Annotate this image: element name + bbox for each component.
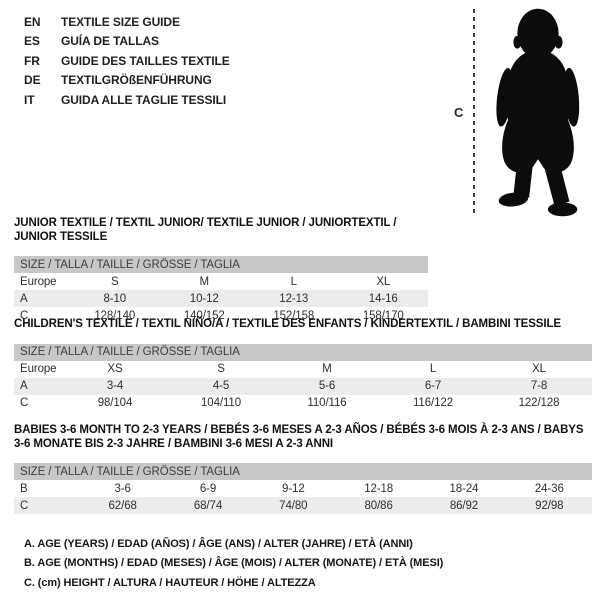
language-row	[24, 13, 230, 32]
cell-value: 122/128	[518, 397, 560, 409]
cell-value: 62/68	[80, 497, 165, 514]
cell-value: 18-24	[449, 482, 479, 495]
cell-value: 10-12	[160, 290, 250, 307]
cell-value: 24-36	[534, 482, 564, 495]
language-code: IT	[24, 92, 35, 107]
cell-value: 86/92	[421, 497, 506, 514]
language-row	[24, 32, 230, 51]
cell-value: 6-9	[199, 482, 217, 495]
size-section-1	[14, 318, 592, 412]
height-figure	[448, 5, 600, 221]
cell-value: 14-16	[339, 290, 429, 307]
language-row	[24, 91, 230, 110]
row-label: B	[20, 482, 28, 495]
cell-value: M	[322, 363, 332, 375]
section-title: CHILDREN'S TEXTILE / TEXTIL NIÑO/A / TEXTILE DES ENFANTS / KINDERTEXTIL / BAMBINI TESSILE	[14, 318, 561, 330]
table-row	[14, 378, 592, 395]
cell-value: 12-13	[249, 290, 339, 307]
row-label: A	[14, 290, 70, 307]
cell-value: 74/80	[251, 497, 336, 514]
footnote-line: C. (cm) HEIGHT / ALTURA / HAUTEUR / HÖHE / ALTEZZA	[24, 576, 316, 589]
cell-value: 3-4	[62, 378, 168, 395]
cell-value: 9-12	[282, 482, 305, 495]
table-row	[14, 395, 592, 412]
size-table	[14, 256, 428, 324]
cell-value: 110/116	[307, 397, 347, 409]
cell-value: 5-6	[274, 378, 380, 395]
row-label: C	[20, 309, 29, 322]
row-label: C	[20, 397, 29, 409]
cell-value: 128/140	[94, 309, 136, 322]
cell-value: 12-18	[364, 482, 394, 495]
language-title: GUIDA ALLE TAGLIE TESSILI	[61, 92, 227, 107]
table-header-bar: SIZE / TALLA / TAILLE / GRÖSSE / TAGLIA	[14, 344, 592, 361]
cell-value: 6-7	[380, 378, 486, 395]
language-code: EN	[24, 15, 41, 29]
language-code: ES	[24, 34, 40, 49]
cell-value: 4-5	[168, 378, 274, 395]
cell-value: S	[110, 275, 119, 288]
footnote-line: A. AGE (YEARS) / EDAD (AÑOS) / ÂGE (ANS) / ALTER (JAHRE) / ETÀ (ANNI)	[24, 538, 413, 550]
height-measure-label: C	[454, 105, 464, 120]
language-code: DE	[24, 73, 41, 88]
cell-value: 116/122	[412, 397, 454, 409]
cell-value: 104/110	[200, 397, 242, 409]
cell-value: 140/152	[183, 309, 225, 322]
cell-value: L	[290, 275, 297, 288]
table-header-bar: SIZE / TALLA / TAILLE / GRÖSSE / TAGLIA	[14, 463, 592, 480]
language-title: TEXTILE SIZE GUIDE	[61, 15, 180, 29]
cell-value: S	[217, 363, 225, 375]
table-header-bar: SIZE / TALLA / TAILLE / GRÖSSE / TAGLIA	[14, 256, 428, 273]
size-table	[14, 463, 592, 514]
section-title: JUNIOR TEXTILE / TEXTIL JUNIOR/ TEXTILE JUNIOR / JUNIORTEXTIL / JUNIOR TESSILE	[14, 217, 397, 243]
section-title: BABIES 3-6 MONTH TO 2-3 YEARS / BEBÉS 3-6 MESES A 2-3 AÑOS / BÉBÉS 3-6 MOIS À 2-3 ANS / BABYS 3-6 MONATE BIS 2-3 JAHRE / BAMBINI 3-6 MESI A 2-3 ANNI	[14, 424, 584, 450]
language-title: GUIDE DES TAILLES TEXTILE	[61, 53, 230, 68]
cell-value: 7-8	[486, 378, 592, 395]
language-code: FR	[24, 53, 40, 68]
table-row	[14, 480, 592, 497]
language-row	[24, 52, 230, 71]
footnote-line: B. AGE (MONTHS) / EDAD (MESES) / ÂGE (MOIS) / ALTER (MONATE) / ETÀ (MESI)	[24, 557, 444, 570]
size-table	[14, 344, 592, 412]
table-row	[14, 497, 592, 514]
cell-value: 158/170	[362, 309, 404, 322]
size-section-2	[14, 424, 592, 514]
cell-value: M	[199, 275, 209, 288]
row-label: Europe	[20, 363, 57, 375]
cell-value: 152/158	[273, 309, 315, 322]
baby-silhouette-icon	[478, 5, 596, 221]
row-label: A	[14, 378, 62, 395]
cell-value: 98/104	[97, 397, 133, 409]
size-section-0	[14, 217, 428, 324]
cell-value: XL	[532, 363, 546, 375]
cell-value: XL	[376, 275, 391, 288]
cell-value: 3-6	[114, 482, 131, 495]
height-dashed-line	[473, 9, 475, 217]
table-row	[14, 361, 592, 378]
row-label: C	[14, 497, 80, 514]
cell-value: XS	[107, 363, 123, 375]
cell-value: L	[429, 363, 437, 375]
cell-value: 8-10	[70, 290, 160, 307]
cell-value: 80/86	[336, 497, 421, 514]
table-row	[14, 273, 428, 290]
language-title: TEXTILGRÖßENFÜHRUNG	[61, 73, 212, 88]
cell-value: 92/98	[507, 497, 592, 514]
row-label: Europe	[20, 275, 57, 288]
table-row	[14, 290, 428, 307]
language-title: GUÍA DE TALLAS	[61, 34, 159, 49]
cell-value: 68/74	[165, 497, 250, 514]
language-list	[24, 13, 230, 110]
language-row	[24, 71, 230, 90]
footnotes	[24, 535, 443, 593]
